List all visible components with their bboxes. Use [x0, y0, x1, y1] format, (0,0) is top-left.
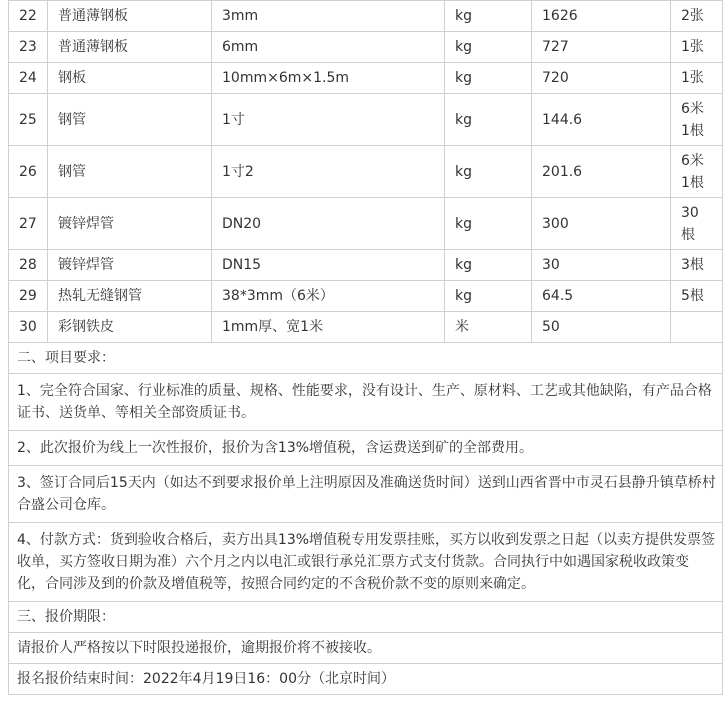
item-note: 5根: [671, 281, 723, 312]
section-3-header-row: [9, 602, 723, 633]
item-spec: DN20: [212, 198, 445, 250]
item-unit: kg: [445, 250, 532, 281]
item-unit: 米: [445, 312, 532, 343]
deadline-row: [9, 664, 723, 695]
quote-notice-row: [9, 633, 723, 664]
item-spec: 3mm: [212, 1, 445, 32]
item-quantity: 64.5: [532, 281, 671, 312]
item-number: 25: [9, 94, 48, 146]
requirements-section: [9, 343, 723, 695]
item-note: 1张: [671, 32, 723, 63]
item-name: 镀锌焊管: [48, 198, 212, 250]
item-number: 23: [9, 32, 48, 63]
item-quantity: 300: [532, 198, 671, 250]
item-note: 30 根: [671, 198, 723, 250]
item-number: 28: [9, 250, 48, 281]
section-2-header-row: [9, 343, 723, 374]
table-row: [9, 1, 723, 32]
table-row: [9, 312, 723, 343]
item-note: 6米 1根: [671, 94, 723, 146]
item-number: 26: [9, 146, 48, 198]
table-row: [9, 32, 723, 63]
item-note: [671, 312, 723, 343]
requirement-row: [9, 466, 723, 523]
item-quantity: 1626: [532, 1, 671, 32]
item-quantity: 144.6: [532, 94, 671, 146]
table-row: [9, 198, 723, 250]
section-3-title: 三、报价期限：: [9, 602, 723, 633]
item-spec: 1寸: [212, 94, 445, 146]
item-name: 钢管: [48, 146, 212, 198]
item-name: 彩钢铁皮: [48, 312, 212, 343]
requirement-1-text: 1、完全符合国家、行业标准的质量、规格、性能要求，没有设计、生产、原材料、工艺或其他缺陷，有产品合格证书、送货单、等相关全部资质证书。: [9, 374, 723, 431]
item-unit: kg: [445, 94, 532, 146]
item-spec: 1寸2: [212, 146, 445, 198]
deadline-text: 报名报价结束时间：2022年4月19日16：00分（北京时间）: [9, 664, 723, 695]
item-unit: kg: [445, 32, 532, 63]
item-rows: [9, 1, 723, 343]
item-name: 热轧无缝钢管: [48, 281, 212, 312]
section-2-title: 二、项目要求：: [9, 343, 723, 374]
item-number: 27: [9, 198, 48, 250]
table-row: [9, 63, 723, 94]
item-spec: 10mm×6m×1.5m: [212, 63, 445, 94]
item-name: 镀锌焊管: [48, 250, 212, 281]
item-number: 30: [9, 312, 48, 343]
item-quantity: 30: [532, 250, 671, 281]
item-name: 钢管: [48, 94, 212, 146]
item-name: 普通薄钢板: [48, 32, 212, 63]
item-quantity: 720: [532, 63, 671, 94]
item-number: 29: [9, 281, 48, 312]
item-number: 24: [9, 63, 48, 94]
item-unit: kg: [445, 146, 532, 198]
requirement-row: [9, 523, 723, 602]
requirement-4-text: 4、付款方式：货到验收合格后，卖方出具13%增值税专用发票挂账，买方以收到发票之日起（以卖方提供发票签收单，买方签收日期为准）六个月之内以电汇或银行承兑汇票方式支付货款。合同执行中如遇国家税收政策变化，合同涉及到的价款及增值税等，按照合同约定的不含税价款不变的原则来确定。: [9, 523, 723, 602]
item-quantity: 201.6: [532, 146, 671, 198]
item-quantity: 50: [532, 312, 671, 343]
item-note: 6米 1根: [671, 146, 723, 198]
item-unit: kg: [445, 1, 532, 32]
procurement-table: [8, 0, 723, 695]
requirement-row: [9, 374, 723, 431]
quote-notice-text: 请报价人严格按以下时限投递报价，逾期报价将不被接收。: [9, 633, 723, 664]
item-name: 普通薄钢板: [48, 1, 212, 32]
requirement-row: [9, 431, 723, 466]
item-name: 钢板: [48, 63, 212, 94]
requirement-3-text: 3、签订合同后15天内（如达不到要求报价单上注明原因及准确送货时间）送到山西省晋中市灵石县静升镇草桥村合盛公司仓库。: [9, 466, 723, 523]
item-spec: 6mm: [212, 32, 445, 63]
item-note: 3根: [671, 250, 723, 281]
item-number: 22: [9, 1, 48, 32]
item-unit: kg: [445, 198, 532, 250]
item-spec: 1mm厚、宽1米: [212, 312, 445, 343]
item-note: 1张: [671, 63, 723, 94]
table-row: [9, 94, 723, 146]
table-row: [9, 250, 723, 281]
item-spec: 38*3mm（6米）: [212, 281, 445, 312]
item-quantity: 727: [532, 32, 671, 63]
item-unit: kg: [445, 281, 532, 312]
table-row: [9, 281, 723, 312]
item-note: 2张: [671, 1, 723, 32]
requirement-2-text: 2、此次报价为线上一次性报价，报价为含13%增值税，含运费送到矿的全部费用。: [9, 431, 723, 466]
item-unit: kg: [445, 63, 532, 94]
table-row: [9, 146, 723, 198]
item-spec: DN15: [212, 250, 445, 281]
